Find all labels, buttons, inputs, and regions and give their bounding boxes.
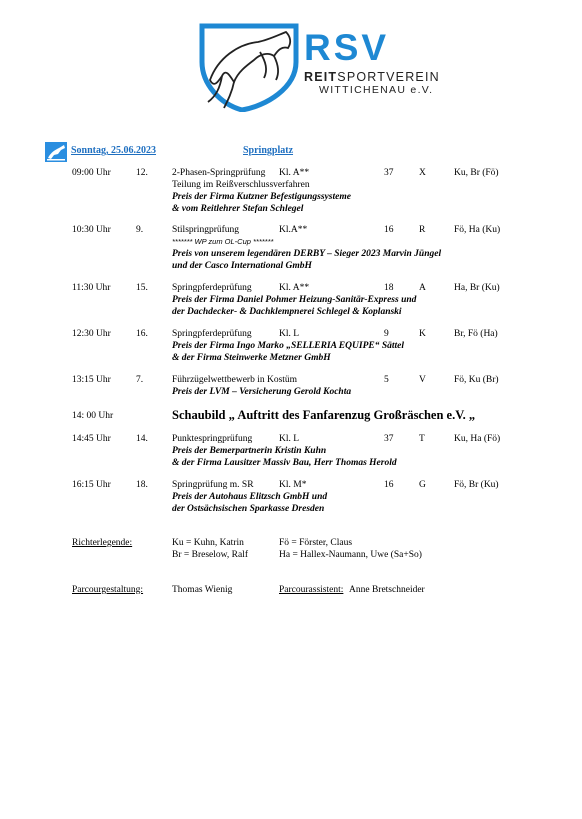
show-title: Schaubild „ Auftritt des Fanfarenzug Großräschen e.V. „ — [172, 408, 476, 422]
event-letter: V — [419, 375, 426, 385]
event-number: 12. — [136, 168, 148, 178]
event-sponsor: und der Casco International GmbH — [172, 261, 312, 271]
event-venue: Springplatz — [243, 145, 294, 156]
event-sponsor: Preis der LVM – Versicherung Gerold Kochta — [172, 387, 352, 397]
event-sponsor: Preis der Firma Kutzner Befestigungssysteme — [172, 192, 351, 202]
event-judges: Fö, Ku (Br) — [454, 375, 499, 385]
event-title: Springpferdeprüfung — [172, 283, 252, 293]
event-letter: G — [419, 480, 426, 490]
legend-entry: Ku = Kuhn, Katrin — [172, 538, 244, 548]
event-judges: Fö, Ha (Ku) — [454, 225, 501, 235]
event-count: 16 — [384, 480, 394, 490]
horse-jump-icon — [45, 142, 67, 162]
event-time: 13:15 Uhr — [72, 375, 111, 385]
legend-entry: Fö = Förster, Claus — [279, 538, 353, 548]
event-time: 10:30 Uhr — [72, 225, 111, 235]
event-count: 9 — [384, 329, 389, 339]
course-assistant-label: Parcourassistent: — [279, 585, 344, 595]
event-letter: K — [419, 329, 426, 339]
event-letter: X — [419, 168, 426, 178]
event-time: 11:30 Uhr — [72, 283, 111, 293]
event-time: 12:30 Uhr — [72, 329, 111, 339]
event-count: 5 — [384, 375, 389, 385]
event-date: Sonntag, 25.06.2023 — [71, 145, 157, 156]
event-class: Kl. A** — [279, 283, 310, 293]
event-sponsor: & der Firma Lausitzer Massiv Bau, Herr Thomas Herold — [172, 458, 397, 468]
event-class: Kl. L — [279, 329, 300, 339]
event-title: 2-Phasen-Springprüfung — [172, 168, 266, 178]
event-count: 37 — [384, 434, 394, 444]
course-design-name: Thomas Wienig — [172, 585, 233, 595]
event-class: Kl.A** — [279, 225, 308, 235]
event-sponsor: Preis der Autohaus Elitzsch GmbH und — [172, 492, 328, 502]
event-count: 18 — [384, 283, 394, 293]
event-time: 09:00 Uhr — [72, 168, 111, 178]
legend-entry: Br = Breselow, Ralf — [172, 550, 248, 560]
event-count: 37 — [384, 168, 394, 178]
event-title: Stilspringprüfung — [172, 225, 240, 235]
logo-club-name: REITSPORTVEREIN — [304, 70, 440, 84]
event-letter: A — [419, 283, 426, 293]
event-subtitle: Teilung im Reißverschlussverfahren — [172, 180, 310, 190]
event-title: Führzügelwettbewerb in Kostüm — [172, 375, 298, 385]
event-title: Springprüfung m. SR — [172, 480, 254, 490]
event-sponsor: Preis der Firma Ingo Marko „SELLERIA EQUIPE“ Sättel — [172, 341, 404, 351]
event-title: Punktespringprüfung — [172, 434, 253, 444]
logo-abbreviation: RSV — [304, 27, 390, 68]
event-sponsor: Preis der Firma Daniel Pohmer Heizung-Sanitär-Express und — [172, 295, 417, 305]
event-judges: Br, Fö (Ha) — [454, 329, 498, 339]
logo-place: WITTICHENAU e.V. — [319, 84, 434, 96]
judges-legend-label: Richterlegende: — [72, 538, 133, 548]
event-number: 9. — [136, 225, 144, 235]
event-sponsor: Preis der Bemerpartnerin Kristin Kuhn — [172, 446, 327, 456]
legend-entry: Ha = Hallex-Naumann, Uwe (Sa+So) — [279, 550, 422, 560]
event-number: 16. — [136, 329, 148, 339]
event-sponsor: Preis von unserem legendären DERBY – Sieger 2023 Marvin Jüngel — [172, 249, 442, 259]
event-sponsor: & vom Reitlehrer Stefan Schlegel — [172, 204, 304, 214]
event-class: Kl. A** — [279, 168, 310, 178]
event-letter: R — [419, 225, 426, 235]
event-sponsor: der Dachdecker- & Dachklempnerei Schlegel & Koplanski — [172, 307, 402, 317]
event-number: 14. — [136, 434, 148, 444]
event-sponsor: & der Firma Steinwerke Metzner GmbH — [172, 353, 331, 363]
event-time: 16:15 Uhr — [72, 480, 111, 490]
course-design-label: Parcourgestaltung: — [72, 585, 144, 595]
event-time: 14: 00 Uhr — [72, 411, 114, 421]
event-number: 7. — [136, 375, 144, 385]
event-note: ******* WP zum OL-Cup ******* — [172, 237, 274, 246]
event-class: Kl. M* — [279, 480, 307, 490]
event-number: 15. — [136, 283, 148, 293]
event-count: 16 — [384, 225, 394, 235]
course-assistant-name: Anne Bretschneider — [349, 585, 425, 595]
event-judges: Ha, Br (Ku) — [454, 283, 500, 293]
event-number: 18. — [136, 480, 148, 490]
event-sponsor: der Ostsächsischen Sparkasse Dresden — [172, 504, 325, 514]
horse-logo-icon — [196, 22, 304, 112]
event-class: Kl. L — [279, 434, 300, 444]
event-judges: Ku, Ha (Fö) — [454, 434, 501, 444]
event-title: Springpferdeprüfung — [172, 329, 252, 339]
club-logo — [196, 22, 440, 112]
event-judges: Fö, Br (Ku) — [454, 480, 499, 490]
event-time: 14:45 Uhr — [72, 434, 111, 444]
event-judges: Ku, Br (Fö) — [454, 168, 499, 178]
event-letter: T — [419, 434, 425, 444]
